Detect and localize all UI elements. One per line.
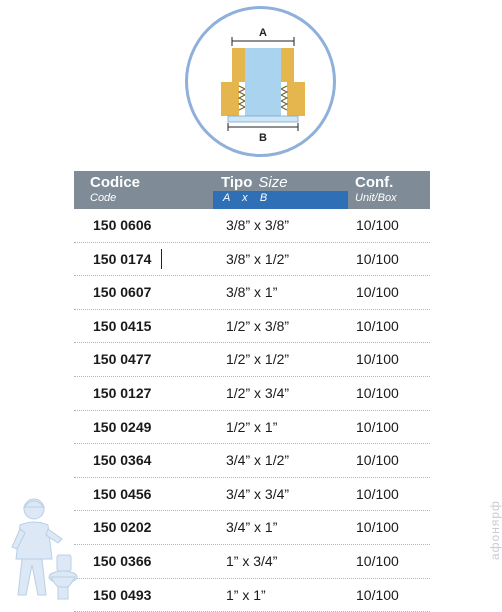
row-size: 1/2” x 1” [226, 418, 278, 435]
header-conf-subtitle: Unit/Box [355, 192, 397, 204]
table-row [74, 511, 430, 545]
row-size: 1/2” x 3/4” [226, 384, 290, 401]
row-conf: 10/100 [356, 586, 399, 603]
row-code: 150 0174 [93, 250, 152, 267]
row-size: 3/4” x 3/4” [226, 485, 290, 502]
dimension-a-label: A [259, 27, 267, 39]
row-code: 150 0415 [93, 317, 152, 334]
table-row [74, 243, 430, 277]
row-size: 3/4” x 1/2” [226, 452, 290, 469]
row-size: 1” x 1” [226, 586, 266, 603]
row-code: 150 0493 [93, 586, 152, 603]
table-row [74, 579, 430, 612]
table-row [74, 276, 430, 310]
fitting-upper-right-wall [281, 48, 294, 82]
header-conf-column [350, 171, 430, 209]
fitting-inner-bore [245, 48, 281, 116]
row-code: 150 0249 [93, 418, 152, 435]
row-code: 150 0202 [93, 519, 152, 536]
table-row [74, 545, 430, 579]
row-conf: 10/100 [356, 519, 399, 536]
row-size: 1/2” x 1/2” [226, 351, 290, 368]
text-cursor [161, 249, 162, 269]
row-conf: 10/100 [356, 217, 399, 233]
row-conf: 10/100 [356, 250, 399, 267]
row-code: 150 0607 [93, 284, 152, 301]
row-conf: 10/100 [356, 384, 399, 401]
fitting-lower-left-wall [221, 82, 239, 116]
fitting-diagram [183, 4, 338, 159]
header-size-title-group [221, 174, 288, 191]
header-size-label: Size [258, 174, 288, 191]
row-size: 3/8” x 1” [226, 284, 278, 301]
site-watermark: афонярф [488, 500, 502, 560]
table-row [74, 310, 430, 344]
header-size-subtitle: A x B [223, 192, 268, 204]
spec-table [74, 171, 430, 612]
row-size: 1” x 3/4” [226, 552, 278, 569]
row-size: 3/8” x 1/2” [226, 250, 290, 267]
row-size: 3/8” x 3/8” [226, 217, 290, 233]
fitting-lower-right-wall [287, 82, 305, 116]
fitting-bottom-flange [228, 116, 298, 122]
row-conf: 10/100 [356, 452, 399, 469]
table-header [74, 171, 430, 209]
row-code: 150 0456 [93, 485, 152, 502]
table-row [74, 377, 430, 411]
table-row [74, 209, 430, 243]
row-conf: 10/100 [356, 351, 399, 368]
row-code: 150 0606 [93, 217, 152, 233]
row-code: 150 0127 [93, 384, 152, 401]
plumber-mascot-watermark [8, 495, 80, 605]
row-conf: 10/100 [356, 485, 399, 502]
dimension-b-label: B [259, 132, 267, 144]
table-row [74, 343, 430, 377]
row-conf: 10/100 [356, 284, 399, 301]
row-code: 150 0366 [93, 552, 152, 569]
row-size: 1/2” x 3/8” [226, 317, 290, 334]
row-conf: 10/100 [356, 317, 399, 334]
row-conf: 10/100 [356, 552, 399, 569]
header-code-title: Codice [90, 174, 141, 191]
header-size-column [213, 171, 348, 209]
row-code: 150 0364 [93, 452, 152, 469]
header-size-title: Tipo [221, 174, 253, 191]
row-size: 3/4” x 1” [226, 519, 278, 536]
header-code-subtitle: Code [90, 192, 117, 204]
table-row [74, 411, 430, 445]
table-row [74, 478, 430, 512]
row-code: 150 0477 [93, 351, 152, 368]
header-conf-title: Conf. [355, 174, 394, 191]
fitting-upper-left-wall [232, 48, 245, 82]
header-code-column [74, 171, 211, 209]
row-conf: 10/100 [356, 418, 399, 435]
table-row [74, 444, 430, 478]
